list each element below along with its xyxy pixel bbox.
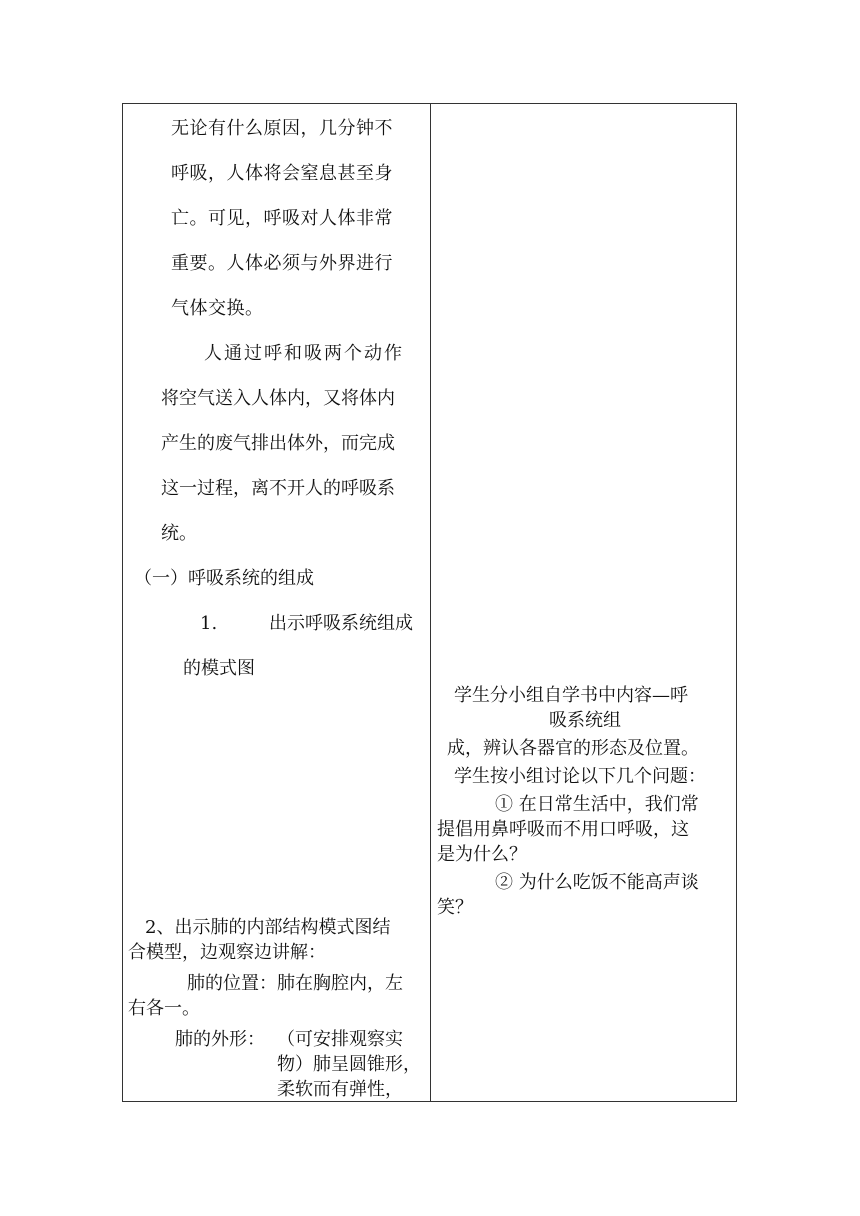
text-line: （可安排观察实 <box>277 1029 403 1050</box>
text-line: 吸系统组 <box>549 710 621 731</box>
text-line: 物）肺呈圆锥形， <box>277 1054 421 1075</box>
text-line: 呼吸，人体将会窒息甚至身 <box>171 163 393 184</box>
text-line: 右各一。 <box>128 998 200 1019</box>
section-heading: （一）呼吸系统的组成 <box>134 568 314 589</box>
text-line: 亡。可见，呼吸对人体非常 <box>171 208 393 229</box>
text-line: 成，辨认各器官的形态及位置。 <box>447 738 699 759</box>
text-line: 将空气送入人体内，又将体内 <box>161 388 395 409</box>
text-line: 合模型，边观察边讲解： <box>128 942 326 963</box>
text-line: 的模式图 <box>183 658 255 679</box>
text-line: 提倡用鼻呼吸而不用口呼吸，这 <box>437 819 689 840</box>
text-line: 学生分小组自学书中内容—呼 <box>454 685 688 706</box>
text-line: 气体交换。 <box>171 298 264 319</box>
column-divider <box>430 104 431 1101</box>
text-line: 肺的外形： <box>175 1029 265 1050</box>
list-number: 1. <box>200 613 218 634</box>
text-line: 2、出示肺的内部结构模式图结 <box>145 917 391 938</box>
question-2: ② 为什么吃饭不能高声谈 <box>495 872 699 893</box>
text-line: 是为什么？ <box>437 844 527 865</box>
text-line: 学生按小组讨论以下几个问题： <box>454 766 706 787</box>
text-line: 重要。人体必须与外界进行 <box>171 253 393 274</box>
text-line: 人通过呼和吸两个动作 <box>204 343 404 364</box>
text-line: 无论有什么原因，几分钟不 <box>171 118 393 139</box>
question-1: ① 在日常生活中，我们常 <box>495 794 699 815</box>
text-line: 柔软而有弹性， <box>277 1079 403 1100</box>
text-line: 产生的废气排出体外，而完成 <box>161 433 395 454</box>
text-line: 这一过程，离不开人的呼吸系 <box>161 478 395 499</box>
text-line: 出示呼吸系统组成 <box>269 613 413 634</box>
text-line: 笑？ <box>437 897 473 918</box>
text-line: 统。 <box>161 523 197 544</box>
lesson-table <box>122 103 737 1102</box>
text-line: 肺的位置：肺在胸腔内，左 <box>187 973 403 994</box>
